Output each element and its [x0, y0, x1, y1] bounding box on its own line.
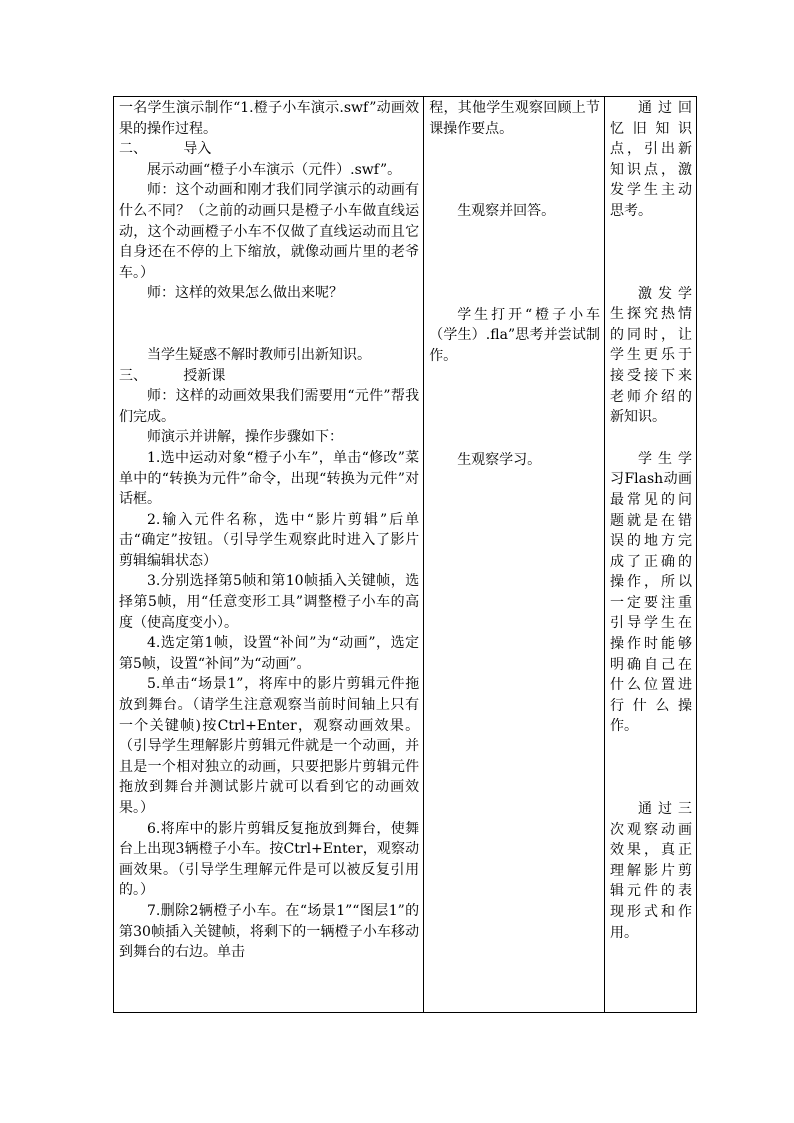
- step-paragraph: 6.将库中的影片剪辑反复拖放到舞台，使舞台上出现3辆橙子小车。按Ctrl+Enter，观察动画效果。（引导学生理解元件是可以被反复引用的。）: [119, 820, 420, 899]
- show-animation-paragraph: 展示动画“橙子小车演示（元件）.swf”。: [147, 161, 402, 178]
- design-intent-paragraph: 通过三次观察动画效果，真正理解影片剪辑元件的表现形式和作用。: [610, 801, 692, 941]
- spacer: [610, 428, 692, 449]
- section-number: 二、: [119, 141, 147, 158]
- lesson-plan-table: [113, 96, 697, 1013]
- section-title: 授新课: [183, 367, 226, 384]
- teacher-question-paragraph: 师：这个动画和刚才我们同学演示的动画有什么不同？（之前的动画只是橙子小车做直线运动，这个动画橙子小车不仅做了直线运动而且它自身还在不停的上下缩放，就像动画片里的老爷车。）: [119, 182, 420, 281]
- student-activity-paragraph: 学生打开“橙子小车（学生）.fla”思考并尝试制作。: [429, 306, 601, 364]
- spacer: [429, 139, 600, 201]
- teacher-question-paragraph: 师：这样的效果怎么做出来呢？: [147, 285, 343, 302]
- spacer: [429, 284, 600, 305]
- step-paragraph: 3.分别选择第5帧和第10帧插入关键帧，选择第5帧，用“任意变形工具”调整橙子小车的高度（使高度变小）。: [119, 573, 420, 631]
- student-activity-paragraph: 生观察并回答。: [457, 203, 556, 220]
- student-activity-paragraph: 程，其他学生观察回顾上节课操作要点。: [429, 100, 601, 137]
- demo-intro-paragraph: 师演示并讲解，操作步骤如下：: [147, 429, 343, 446]
- spacer: [610, 737, 692, 799]
- student-activity-cell: [424, 97, 605, 1013]
- spacer: [610, 222, 692, 284]
- step-paragraph: 4.选定第1帧，设置“补间”为“动画”，选定第5帧，设置“补间”为“动画”。: [119, 635, 420, 672]
- intro-paragraph: 一名学生演示制作“1.橙子小车演示.swf”动画效果的操作过程。: [119, 100, 420, 137]
- section-heading-lead-in: [119, 139, 419, 160]
- teacher-statement-paragraph: 师：这样的动画效果我们需要用“元件”帮我们完成。: [119, 388, 420, 425]
- spacer: [429, 222, 600, 284]
- spacer: [429, 367, 600, 450]
- step-paragraph: 2.输入元件名称，选中“影片剪辑”后单击“确定”按钮。（引导学生观察此时进入了影片剪辑编辑状态）: [119, 511, 420, 569]
- design-intent-paragraph: 学生学习Flash动画最常见的问题就是在错误的地方完成了正确的操作，所以一定要注重引导学生在操作时能够明确自己在什么位置进行什么操作。: [610, 450, 692, 735]
- spacer: [119, 304, 419, 345]
- step-paragraph: 1.选中运动对象“橙子小车”，单击“修改”菜单中的“转换为元件”命令，出现“转换为元件”对话框。: [119, 449, 420, 508]
- doubt-paragraph: 当学生疑惑不解时教师引出新知识。: [147, 346, 371, 363]
- step-paragraph: 5.单击“场景1”，将库中的影片剪辑元件拖放到舞台。（请学生注意观察当前时间轴上只有一个关键帧)按Ctrl+Enter，观察动画效果。（引导学生理解影片剪辑元件就是一个动画，并且是一个相对独立的动画，只要把影片剪辑元件拖放到舞台并测试影片就可以看到它的动画效果。）: [119, 676, 420, 816]
- design-intent-cell: [605, 97, 697, 1013]
- teacher-activity-cell: [114, 97, 424, 1013]
- step-paragraph: 7.删除2辆橙子小车。在“场景1”“图层1”的第30帧插入关键帧，将剩下的一辆橙子小车移动到舞台的右边。单击: [119, 902, 420, 961]
- section-heading-new-lesson: [119, 366, 419, 387]
- section-number: 三、: [119, 367, 147, 384]
- section-title: 导入: [183, 141, 212, 158]
- student-activity-paragraph: 生观察学习。: [457, 451, 542, 468]
- design-intent-paragraph: 通过回忆旧知识点，引出新知识点，激发学生主动思考。: [610, 100, 692, 219]
- design-intent-paragraph: 激发学生探究热情的同时，让学生更乐于接受接下来老师介绍的新知识。: [610, 285, 692, 426]
- table-row: [114, 97, 697, 1013]
